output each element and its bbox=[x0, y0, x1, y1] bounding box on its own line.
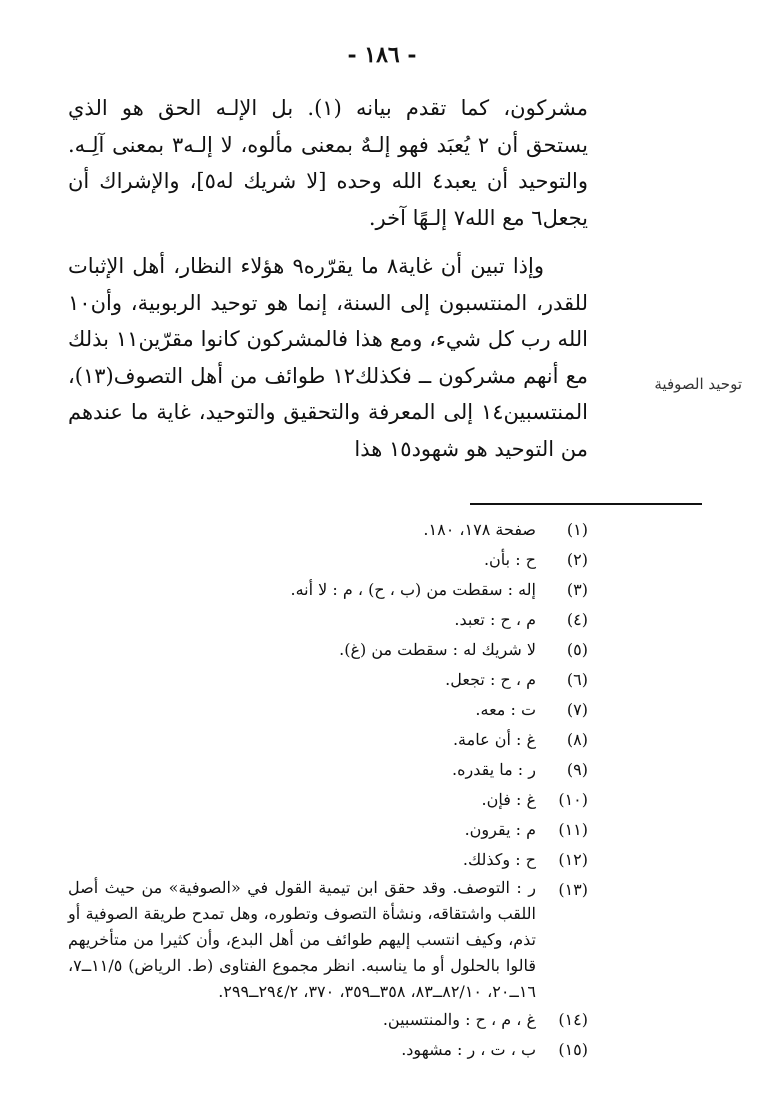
footnote-text: م : يقرون. bbox=[464, 820, 536, 839]
footnote-number: (٣) bbox=[566, 580, 588, 599]
footnote bbox=[68, 1005, 588, 1035]
footnotes-list bbox=[68, 515, 588, 1065]
footnote-number: (٩) bbox=[566, 760, 588, 779]
footnote-number: (١) bbox=[566, 520, 588, 539]
margin-heading: توحيد الصوفية bbox=[654, 375, 742, 393]
footnote bbox=[68, 755, 588, 785]
footnote-text: ب ، ت ، ر : مشهود. bbox=[401, 1040, 536, 1059]
footnote bbox=[68, 545, 588, 575]
footnote bbox=[68, 815, 588, 845]
footnote-number: (١٣) bbox=[558, 880, 588, 899]
footnote-number: (١١) bbox=[558, 820, 588, 839]
footnote-number: (٥) bbox=[566, 640, 588, 659]
paragraph: وإذا تبين أن غاية٨ ما يقرّره٩ هؤلاء النظار، أهل الإثبات للقدر، المنتسبون إلى السنة، إنما هو توحيد الربوبية، وأن١٠ الله رب كل شيء، ومع هذا فالمشركون كانوا مقرّين١١ بذلك مع أنهم مشركون ــ فكذلك١٢ طوائف من أهل التصوف(١٣)، المنتسبين١٤ إلى المعرفة والتحقيق والتوحيد، غاية ما عندهم من التوحيد هو شهود١٥ هذا bbox=[68, 254, 588, 461]
footnote bbox=[68, 605, 588, 635]
footnote-text: غ : أن عامة. bbox=[452, 730, 536, 749]
footnote-number: (١٤) bbox=[558, 1010, 588, 1029]
footnote-text: م ، ح : تجعل. bbox=[445, 670, 536, 689]
footnote-text: ت : معه. bbox=[475, 700, 536, 719]
footnote-text: ح : وكذلك. bbox=[462, 850, 536, 869]
footnote-divider bbox=[470, 503, 702, 505]
footnote bbox=[68, 665, 588, 695]
footnote-text: لا شريك له : سقطت من (غ). bbox=[339, 640, 536, 659]
footnote-text: م ، ح : تعبد. bbox=[454, 610, 536, 629]
footnote bbox=[68, 695, 588, 725]
footnote-text: ح : بأن. bbox=[483, 550, 536, 569]
footnote-number: (١٠) bbox=[558, 790, 588, 809]
footnote-number: (٢) bbox=[566, 550, 588, 569]
footnote-text: غ ، م ، ح : والمنتسبين. bbox=[382, 1010, 536, 1029]
footnote bbox=[68, 725, 588, 755]
footnote-number: (١٥) bbox=[558, 1040, 588, 1059]
footnote-text: صفحة ١٧٨، ١٨٠. bbox=[423, 520, 536, 539]
footnote-number: (٤) bbox=[566, 610, 588, 629]
page-number: - ١٨٦ - bbox=[347, 42, 417, 68]
footnote bbox=[68, 845, 588, 875]
footnote bbox=[68, 635, 588, 665]
main-text bbox=[68, 90, 588, 479]
footnote-text: ر : التوصف. وقد حقق ابن تيمية القول في «الصوفية» من حيث أصل اللقب واشتقاقه، ونشأة التصوف وتطوره، وهل تمدح طريقة الصوفية أو تذم، وكيف انتسب إليهم طوائف من أهل البدع، وأن كثيرا من متأخريهم قالوا بالحلول أو ما يناسبه. انظر مجموع الفتاوى (ط. الرياض) ١١/٥ــ٧، ١٦ــ٢٠، ٨٢/١٠ــ٨٣، ٣٥٨ــ٣٥٩، ٣٧٠، ٢٩٤/٢ــ٢٩٩. bbox=[68, 878, 536, 1001]
footnote-number: (٦) bbox=[566, 670, 588, 689]
footnote bbox=[68, 875, 588, 1005]
footnote bbox=[68, 575, 588, 605]
footnote-number: (١٢) bbox=[558, 850, 588, 869]
footnote-text: إله : سقطت من (ب ، ح) ، م : لا أنه. bbox=[290, 580, 536, 599]
footnote-text: غ : فإن. bbox=[481, 790, 536, 809]
footnote-number: (٨) bbox=[566, 730, 588, 749]
footnote-text: ر : ما يقدره. bbox=[452, 760, 536, 779]
footnote bbox=[68, 1035, 588, 1065]
footnote bbox=[68, 515, 588, 545]
footnote bbox=[68, 785, 588, 815]
footnote-number: (٧) bbox=[566, 700, 588, 719]
paragraph: مشركون، كما تقدم بيانه (١). بل الإلـه الحق هو الذي يستحق أن ٢ يُعبَد فهو إلـهٌ بمعنى مألوه، لا إلـه٣ بمعنى آلِـه. والتوحيد أن يعبد٤ الله وحده [لا شريك له٥]، والإشراك أن يجعل٦ مع الله٧ إلـهًا آخر. bbox=[68, 96, 589, 230]
